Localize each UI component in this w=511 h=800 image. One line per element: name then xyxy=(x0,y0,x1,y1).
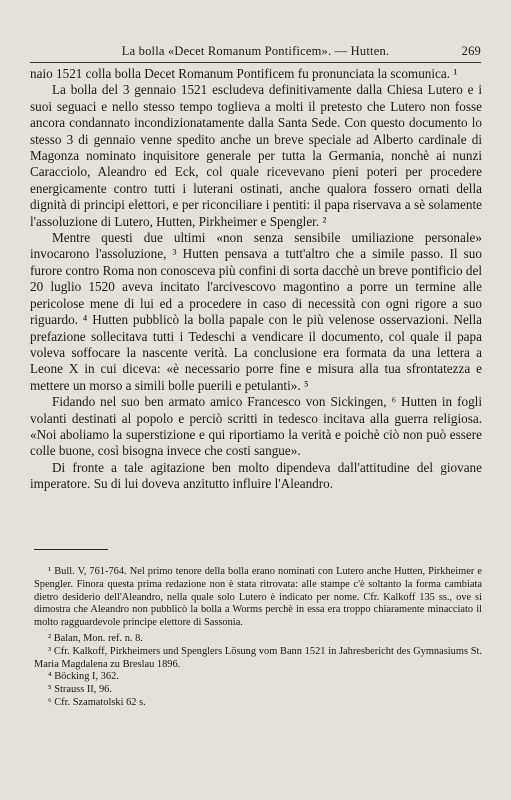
running-header xyxy=(30,44,481,63)
main-text xyxy=(30,66,482,493)
footnote-separator xyxy=(34,549,108,550)
footnote: ⁶ Cfr. Szamatolski 62 s. xyxy=(48,696,146,708)
paragraph: naio 1521 colla bolla Decet Romanum Pontificem fu pronunciata la scomunica. ¹ xyxy=(30,66,458,81)
paragraph: Di fronte a tale agitazione ben molto dipendeva dall'attitudine del giovane imperatore. Su di lui doveva anzitutto influire l'Aleandro. xyxy=(30,459,482,492)
footnotes xyxy=(34,566,482,710)
footnote: ² Balan, Mon. ref. n. 8. xyxy=(48,632,143,644)
running-title: La bolla «Decet Romanum Pontificem». — Hutten. xyxy=(121,44,390,58)
footnote: ⁴ Böcking I, 362. xyxy=(48,671,119,683)
footnote: ⁵ Strauss II, 96. xyxy=(48,684,112,696)
page-number: 269 xyxy=(461,44,481,58)
paragraph: Mentre questi due ultimi «non senza sensibile umiliazione personale» invocarono l'assoluzione, ³ Hutten pensava a tutt'altro che a simile passo. Il suo furore contro Roma non conosceva più confini di sorta dacchè un breve pontificio del 20 luglio 1520 aveva incitato l'arcivescovo magontino a porre un termine alle pericolose mene di lui ed a procedere in caso di necessità con ogni rigore a suo riguardo. ⁴ Hutten pubblicò la bolla papale con le più velenose osservazioni. Nella prefazione sollecitava tutti i Tedeschi a vendicare il documento, col quale il papa voleva soffocare la nascente verità. La conclusione era formata da una lettera a Leone X in cui diceva: «è necessario porre fine e misura alla tua sfrontatezza e mettere un morso a simili bolle puerili e petulanti». ⁵ xyxy=(30,230,482,393)
paragraph: Fidando nel suo ben armato amico Francesco von Sickingen, ⁶ Hutten in fogli volanti destinati al popolo e perciò scritti in tedesco incitava alla guerra religiosa. «Noi aboliamo la superstizione e qui riportiamo la verità e poichè ciò non può essere colle buone, così bisogna invece che costi sangue». xyxy=(30,394,482,459)
footnote: ³ Cfr. Kalkoff, Pirkheimers und Spenglers Lösung vom Bann 1521 in Jahresbericht des Gymnasiums St. Maria Magdalena zu Breslau 1896. xyxy=(34,645,482,670)
paragraph: La bolla del 3 gennaio 1521 escludeva definitivamente dalla Chiesa Lutero e i suoi seguaci e nello stesso tempo toglieva a molti il pretesto che Lutero non fosse ancora condannato incondizionatamente dalla Santa Sede. Con questo documento lo stesso 3 di gennaio venne spedito anche un breve speciale ad Alberto cardinale di Magonza nominato inquisitore generale per tutta la Germania, nonchè ai nunzi Caracciolo, Aleandro ed Eck, col quale ricevevano pieni poteri per procedere energicamente contro tutti i luterani ostinati, anche qualora fossero ornati della dignità di principi elettori, e per riconciliare i pentiti: il papa riservava a sè solamente l'assoluzione di Lutero, Hutten, Pirkheimer e Spengler. ² xyxy=(30,82,482,229)
footnote: ¹ Bull. V, 761-764. Nel primo tenore della bolla erano nominati con Lutero anche Hutten, Pirkheimer e Spengler. Finora questa prima redazione non è stata ritrovata: alle stampe c'è soltanto la forma cambiata dietro desiderio dell'Aleandro, nella quale solo Lutero è indicato per nome. Cfr. Kalkoff 135 ss., ove si dimostra che Aleandro non pubblicò la bolla a Worms perchè in essa era troppo chiaramente minacciato il molto ragguardevole principe elettore di Sassonia. xyxy=(34,566,482,629)
